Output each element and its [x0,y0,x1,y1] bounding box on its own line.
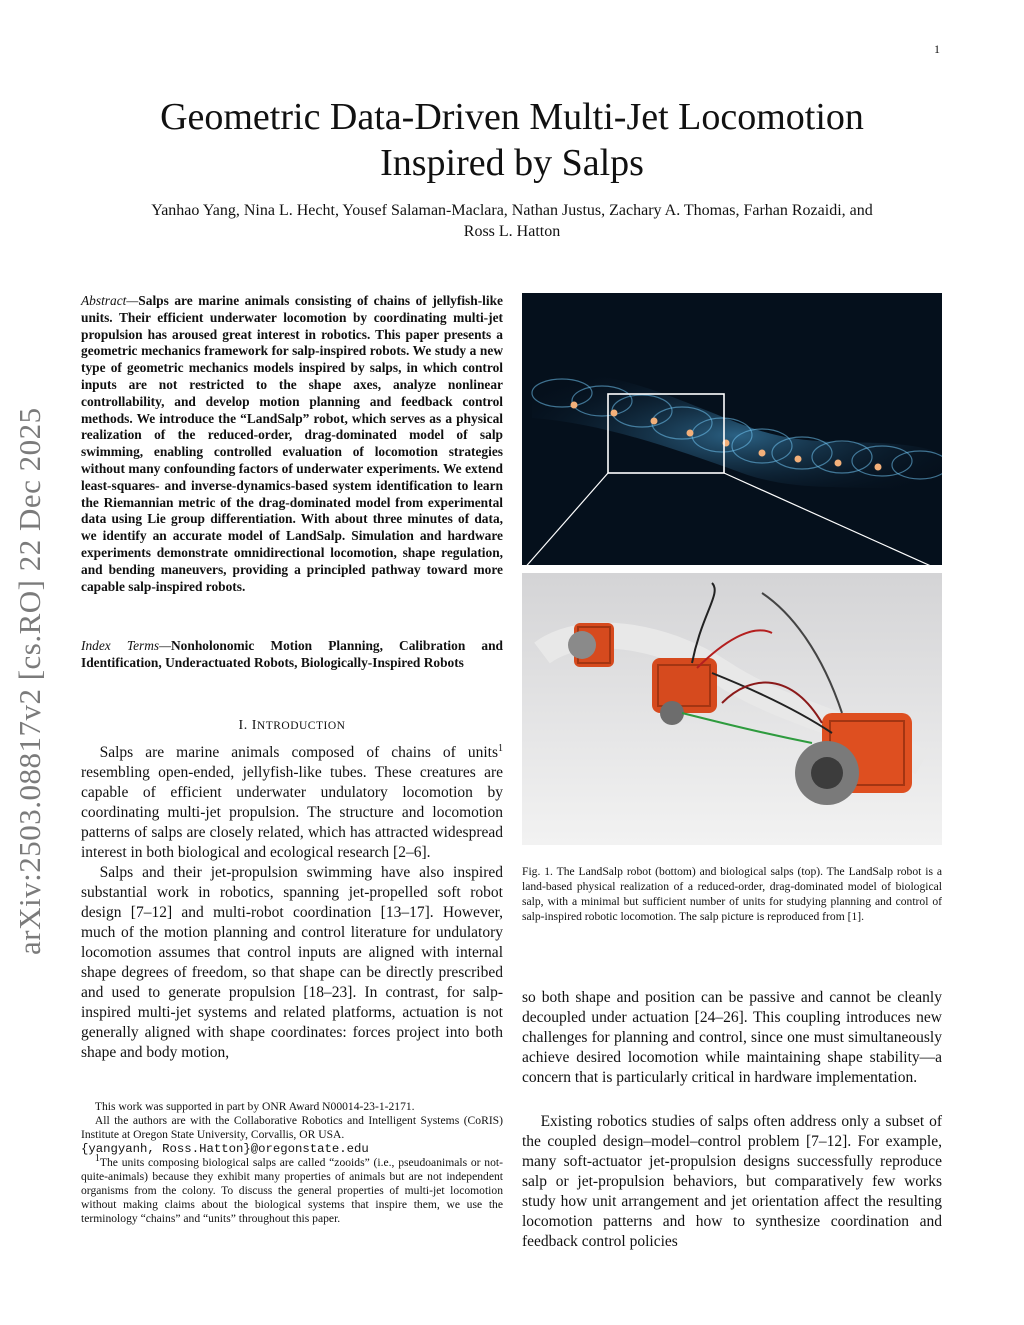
footnote-marker: 1 [498,742,503,754]
intro-paragraph-2: Salps and their jet-propulsion swimming have also inspired substantial work in robotics, spanning jet-propelled soft robot design [7–12] and multi-robot coordination [13–17]. However, much of the motion planning and control literature for undulatory locomotion assumes that control inputs are aligned with internal shape degrees of freedom, so that shape can be directly prescribed and used to generate propulsion [18–23]. In contrast, for salp-inspired multi-jet systems and related platforms, actuation is not generally aligned with shape coordinates: forces project into both shape and body motion, [81,864,503,1061]
figure-caption: Fig. 1. The LandSalp robot (bottom) and biological salps (top). The LandSalp robot is a land-based physical realization of a reduced-order, drag-dominated model of biological salp, with a minimal but sufficient number of units for studying planning and control of salp-inspired robotic locomotion. The salp picture is reproduced from [1]. [522,865,942,923]
authors-line-2: Ross L. Hatton [463,223,561,240]
email-domain: @oregonstate.edu [250,1142,369,1156]
abstract-lead: Abstract— [81,293,139,308]
title-line-2: Inspired by Salps [380,142,644,184]
index-terms-text: Nonholonomic Motion Planning, Calibration and Identification, Underactuated Robots, Biologically-Inspired Robots [81,638,503,670]
abstract [81,293,503,595]
intro-p1-start: Salps are marine animals composed of chains of units [99,744,498,761]
authors-line-1: Yanhao Yang, Nina L. Hecht, Yousef Salaman-Maclara, Nathan Justus, Zachary A. Thomas, Farhan Rozaidi, and [151,202,873,219]
footnote-1-marker: 1 [94,1153,100,1165]
section-title-rest: NTRODUCTION [256,720,346,732]
funding-note: This work was supported in part by ONR Award N00014-23-1-2171. [94,1100,415,1113]
index-terms-lead: Index Terms— [81,638,172,653]
section-initial: I [251,718,257,733]
paper-title [80,94,944,186]
footnote-1-text: The units composing biological salps are called “zooids” (i.e., pseudoanimals or not-quite-animals) because they exhibit many properties of animals but are not independent organisms from the colony. To discuss the general properties of multi-jet locomotion without making claims about the biological systems that inspire them, we use the terminology “chains” and “units” throughout this paper. [81,1156,503,1225]
section-heading [81,718,503,734]
abstract-text: Salps are marine animals consisting of chains of jellyfish-like units. Their efficient underwater locomotion by coordinating multi-jet propulsion has aroused great interest in robotics. This paper presents a geometric mechanics framework for salp-inspired robots. We study a new type of geometric mechanics models inspired by salps, in which control inputs are not restricted to the shape axes, analyze nonlinear controllability, and develop motion planning and feedback control methods. We introduce the “LandSalp” robot, which serves as a physical realization of the reduced-order, drag-dominated model of salp swimming, enabling controlled evaluation of locomotion strategies without many confounding factors of underwater experiments. We extend least-squares- and inverse-dynamics-based system identification to learn the Riemannian metric of the drag-dominated model from experimental data using Lie group differentiation. With about three minutes of data, we identify an accurate model of LandSalp. Simulation and hardware experiments demonstrate omnidirectional locomotion, shape regulation, and bending maneuvers, providing a principled pathway toward more capable salp-inspired robots. [81,293,503,594]
page-number: 1 [934,42,940,56]
footnotes [81,1100,503,1226]
right-column-paragraph-2: Existing robotics studies of salps often address only a subset of the coupled design–model–control problem [7–12]. For example, many soft-actuator jet-propulsion designs successfully reproduce salp or jet-propulsion behaviors, but comparatively few works study how unit arrangement and jet orientation affect the resulting locomotion patterns and how to synthesize coordination and feedback control policies [522,1113,942,1250]
introduction-text [81,743,503,1063]
index-terms [81,638,503,672]
author-list [80,200,944,242]
intro-p1-end: resembling open-ended, jellyfish-like tubes. These creatures are capable of efficient underwater undulatory locomotion by coordinating multi-jet propulsion. The structure and locomotion patterns of salps are closely related, which has attracted widespread interest in both biological and ecological research [2–6]. [81,764,503,861]
footnote-1 [81,1153,503,1226]
email-note [81,1142,503,1156]
affiliation-note: All the authors are with the Collaborative Robotics and Intelligent Systems (CoRIS) Institute at Oregon State University, Corvallis, OR USA. [81,1114,503,1141]
salp-photo [522,293,942,565]
section-number: I. [238,718,248,733]
intro-paragraph-1 [81,743,503,863]
robot-unit-1 [568,623,614,667]
title-line-1: Geometric Data-Driven Multi-Jet Locomotion [160,96,864,138]
right-column-paragraph-1: so both shape and position can be passive and cannot be cleanly decoupled under actuation [24–26]. This coupling introduces new challenges for planning and control, since one must simultaneously achieve desired locomotion while maintaining shape stability—a concern that is particularly critical in hardware implementation. [522,989,942,1086]
email-users: {yangyanh, Ross.Hatton} [81,1142,251,1156]
landsalp-robot-photo [522,573,942,845]
arxiv-identifier: arXiv:2503.08817v2 [cs.RO] 22 Dec 2025 [12,407,47,955]
figure-1 [522,293,942,845]
